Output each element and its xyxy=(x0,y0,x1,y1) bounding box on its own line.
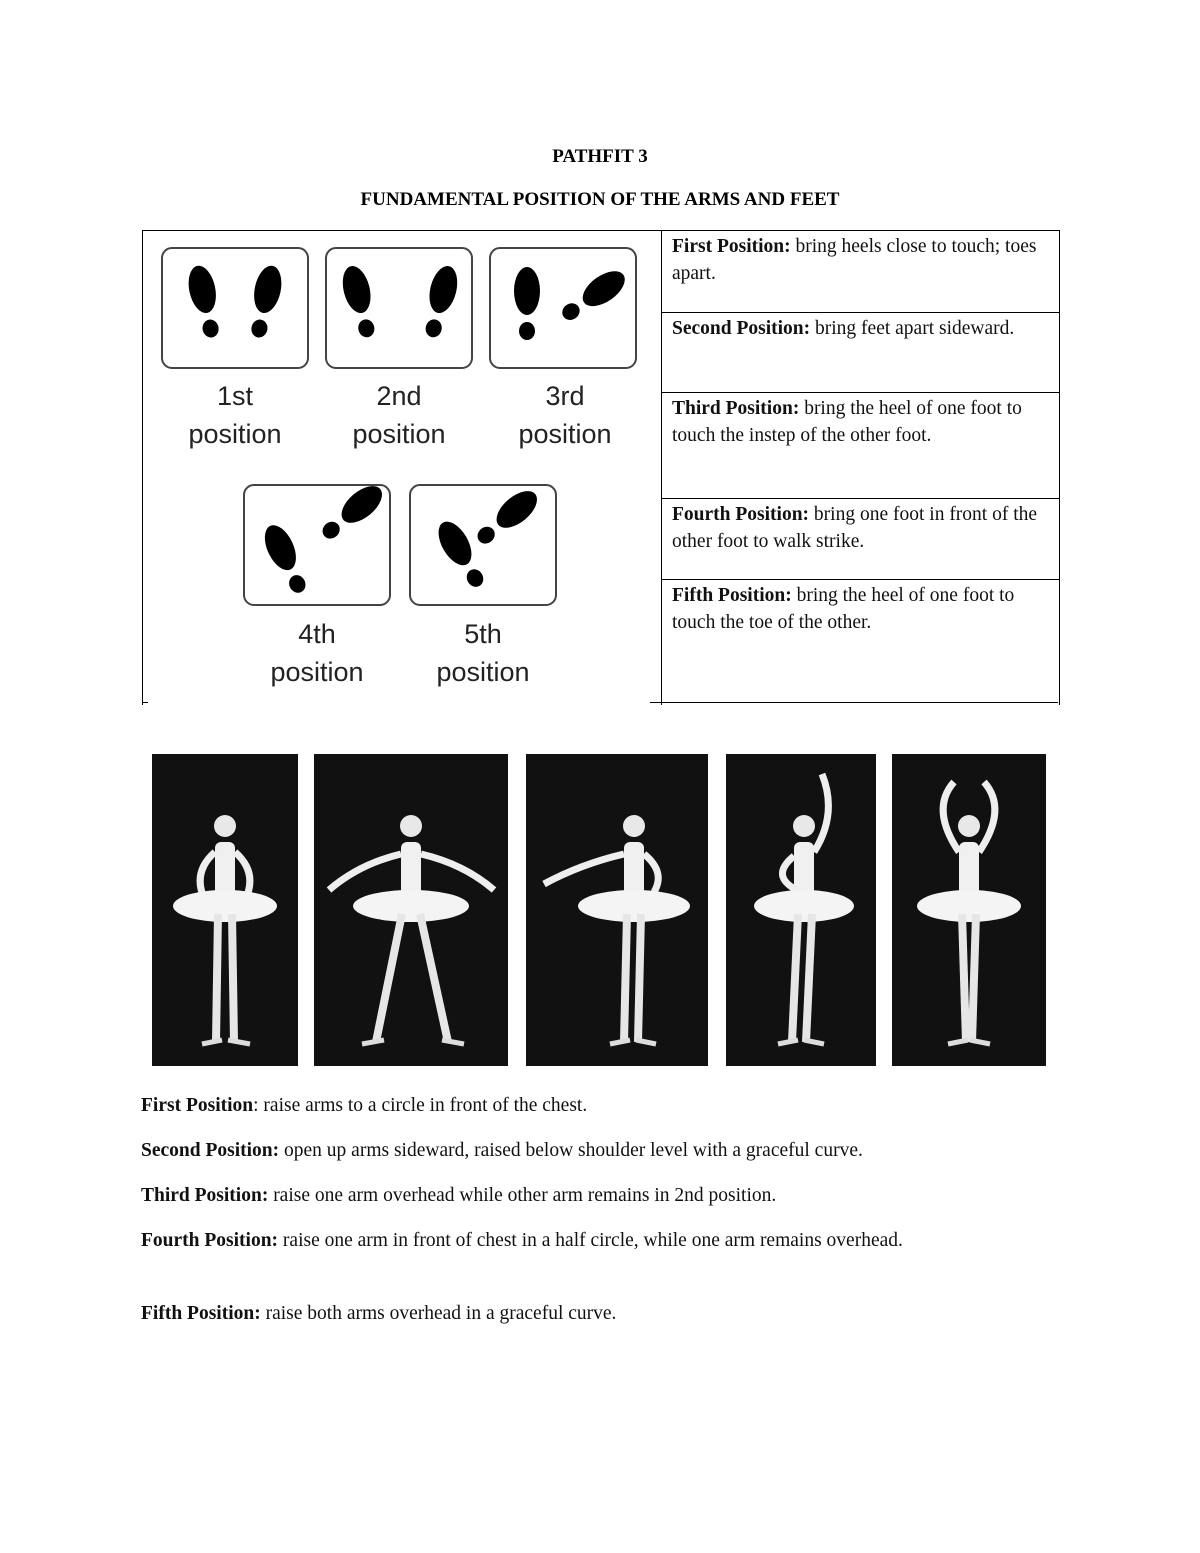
feet-label-3-word: position xyxy=(518,419,612,449)
arm-photo-fifth-position xyxy=(892,754,1046,1066)
third-position-feet-icon xyxy=(490,248,636,368)
page-title: FUNDAMENTAL POSITION OF THE ARMS AND FEET xyxy=(360,189,840,210)
second-position-feet-icon xyxy=(326,248,472,368)
feet-label-4 xyxy=(242,615,392,691)
feet-label-4-word: position xyxy=(270,657,364,687)
arm-photo-second-position xyxy=(314,754,508,1066)
feet-label-2 xyxy=(324,377,474,453)
feet-description-column xyxy=(661,231,1060,705)
arm-description-second: Second Position: open up arms sideward, raised below shoulder level with a graceful curve. xyxy=(141,1140,863,1161)
feet-label-5 xyxy=(408,615,558,691)
feet-label-5-word: position xyxy=(436,657,530,687)
fifth-position-feet-icon xyxy=(410,484,556,605)
arm-photo-fourth-position xyxy=(726,754,876,1066)
feet-label-2-word: position xyxy=(352,419,446,449)
feet-description-second: Second Position: bring feet apart sideward. xyxy=(662,312,1060,392)
arm-description-fifth: Fifth Position: raise both arms overhead in a graceful curve. xyxy=(141,1303,617,1324)
fourth-position-feet-icon xyxy=(244,479,390,605)
arm-description-fourth: Fourth Position: raise one arm in front of chest in a half circle, while one arm remains overhead. xyxy=(141,1230,903,1251)
arm-description-third: Third Position: raise one arm overhead while other arm remains in 2nd position. xyxy=(141,1185,777,1206)
feet-position-table xyxy=(142,230,1060,705)
feet-description-fifth: Fifth Position: bring the heel of one foot to touch the toe of the other. xyxy=(662,579,1060,705)
table-bottom-rule xyxy=(650,702,1058,703)
feet-description-first: First Position: bring heels close to touch; toes apart. xyxy=(672,236,1037,284)
arm-photo-first-position xyxy=(152,754,298,1066)
feet-label-1-ordinal: 1st xyxy=(216,381,254,411)
first-position-feet-icon xyxy=(162,248,308,368)
arm-photo-third-position xyxy=(526,754,708,1066)
feet-diagram xyxy=(143,231,659,705)
feet-label-1 xyxy=(160,377,310,453)
course-title: PATHFIT 3 xyxy=(552,146,648,167)
arm-description-first: First Position: raise arms to a circle in front of the chest. xyxy=(141,1095,588,1116)
feet-label-4-ordinal: 4th xyxy=(298,619,336,649)
arm-positions-photos xyxy=(150,754,1046,1066)
feet-label-2-ordinal: 2nd xyxy=(376,381,422,411)
feet-label-3 xyxy=(490,377,640,453)
feet-label-1-word: position xyxy=(188,419,282,449)
feet-label-3-ordinal: 3rd xyxy=(545,381,585,411)
table-bottom-rule-left xyxy=(142,702,148,703)
feet-description-fourth: Fourth Position: bring one foot in front of the other foot to walk strike. xyxy=(662,498,1060,579)
feet-label-5-ordinal: 5th xyxy=(464,619,502,649)
feet-description-third: Third Position: bring the heel of one foot to touch the instep of the other foot. xyxy=(662,392,1060,498)
